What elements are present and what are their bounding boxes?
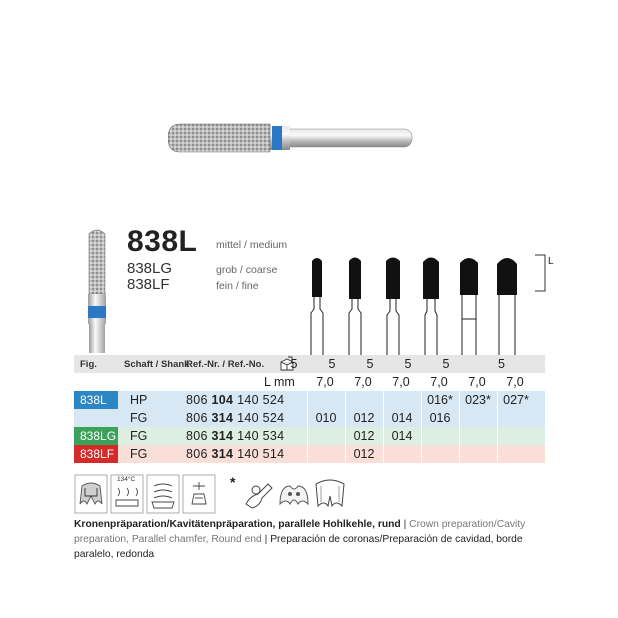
ref-prefix: 806: [186, 411, 208, 425]
size-cell: [497, 409, 534, 427]
row-fig: 838LG: [74, 427, 118, 445]
product-title: 838L: [127, 225, 198, 258]
grit-coarse: grob / coarse: [216, 264, 278, 276]
size-shape-010: [306, 255, 328, 355]
size-cell: [383, 391, 420, 409]
diamond-bur-horizontal-image: [168, 120, 414, 156]
row-shank: HP: [130, 393, 148, 407]
variant-coarse-code: 838LG: [127, 260, 173, 277]
size-cell: [459, 409, 496, 427]
tooth-preparation-icon: [276, 474, 312, 514]
size-cell: [459, 445, 496, 463]
pack-qty-2: 5: [328, 357, 336, 371]
ref-prefix: 806: [186, 429, 208, 443]
length-label: L: [548, 256, 554, 267]
note-asterisk: *: [230, 474, 236, 490]
table-row: [74, 391, 545, 409]
length-value-3: 7,0: [392, 375, 410, 389]
ultrasonic-cleaning-icon: [146, 474, 180, 514]
variant-fine-code: 838LF: [127, 276, 170, 293]
size-shape-016: [420, 255, 442, 355]
ref-suffix: 140 514: [237, 447, 285, 461]
size-cell: [383, 445, 420, 463]
ref-shank-code: 104: [211, 393, 234, 407]
grit-medium: mittel / medium: [216, 239, 288, 251]
ref-prefix: 806: [186, 393, 208, 407]
size-cell: [497, 445, 534, 463]
pack-qty-6: 5: [498, 357, 505, 371]
ref-shank-code: 314: [211, 411, 234, 425]
sterilization-temperature: 134°C: [117, 476, 136, 483]
description-separator: |: [403, 519, 407, 530]
size-cell: 012: [345, 409, 382, 427]
row-fig: 838LF: [74, 445, 118, 463]
pack-qty-4: 5: [404, 357, 412, 371]
size-cell: [421, 445, 458, 463]
length-value-2: 7,0: [354, 375, 372, 389]
handpiece-speed-icon: [240, 474, 280, 514]
table-row: [74, 427, 545, 445]
length-value-6: 7,0: [506, 375, 524, 389]
length-value-5: 7,0: [468, 375, 486, 389]
row-ref-number: [186, 409, 284, 427]
row-fig: 838L: [74, 391, 118, 409]
length-value-1: 7,0: [316, 375, 334, 389]
row-shank: FG: [130, 447, 148, 461]
crown-icon: [312, 474, 348, 514]
size-shape-027: [496, 255, 518, 355]
tooth-crown-icon: [74, 474, 108, 514]
ref-suffix: 140 524: [237, 393, 285, 407]
size-cell: [459, 427, 496, 445]
ref-prefix: 806: [186, 447, 208, 461]
row-fig: [74, 409, 118, 427]
row-ref-number: [186, 391, 284, 409]
header-ref: Ref.-Nr. / Ref.-No.: [186, 358, 265, 370]
size-cell: [307, 391, 344, 409]
length-row-label: L mm: [264, 375, 295, 389]
table-row: [74, 409, 545, 427]
pack-qty-3: 5: [366, 357, 374, 371]
size-cell: 010: [307, 409, 344, 427]
row-ref-number: [186, 445, 284, 463]
description-de: Kronenpräparation/Kavitätenpräparation, parallele Hohlkehle, rund: [74, 519, 401, 530]
size-cell: 027*: [497, 391, 534, 409]
row-shank: FG: [130, 429, 148, 443]
header-shank: Schaft / Shank: [124, 358, 190, 370]
pack-qty-5: 5: [442, 357, 450, 371]
ref-suffix: 140 524: [237, 411, 285, 425]
row-shank: FG: [130, 411, 148, 425]
description-en: Crown preparation/Cavity preparation, Parallel chamfer, Round end: [74, 519, 526, 545]
length-row: [74, 373, 545, 391]
size-cell: [307, 445, 344, 463]
ref-shank-code: 314: [211, 447, 234, 461]
size-cell: 014: [383, 427, 420, 445]
ref-suffix: 140 534: [237, 429, 285, 443]
size-cell: [497, 427, 534, 445]
size-cell: 014: [383, 409, 420, 427]
length-value-4: 7,0: [430, 375, 448, 389]
size-shape-012: [344, 255, 366, 355]
description-block: [74, 517, 554, 562]
description-separator-2: |: [264, 534, 268, 545]
diamond-bur-vertical-image: [80, 228, 114, 353]
size-cell: [421, 427, 458, 445]
size-cell: [307, 427, 344, 445]
size-cell: 023*: [459, 391, 496, 409]
grit-fine: fein / fine: [216, 280, 259, 292]
size-cell: 016*: [421, 391, 458, 409]
table-header-row: [74, 355, 545, 373]
ref-shank-code: 314: [211, 429, 234, 443]
description-es: Preparación de coronas/Preparación de cavidad, borde paralelo, redonda: [74, 534, 523, 560]
pack-qty-1: 5: [290, 357, 298, 371]
size-cell: [345, 391, 382, 409]
size-shape-023: [458, 255, 480, 355]
table-row: [74, 445, 545, 463]
header-fig: Fig.: [80, 358, 97, 370]
size-cell: 012: [345, 445, 382, 463]
size-shape-014: [382, 255, 404, 355]
size-cell: 012: [345, 427, 382, 445]
size-cell: 016: [421, 409, 458, 427]
disinfection-icon: [182, 474, 216, 514]
row-ref-number: [186, 427, 284, 445]
